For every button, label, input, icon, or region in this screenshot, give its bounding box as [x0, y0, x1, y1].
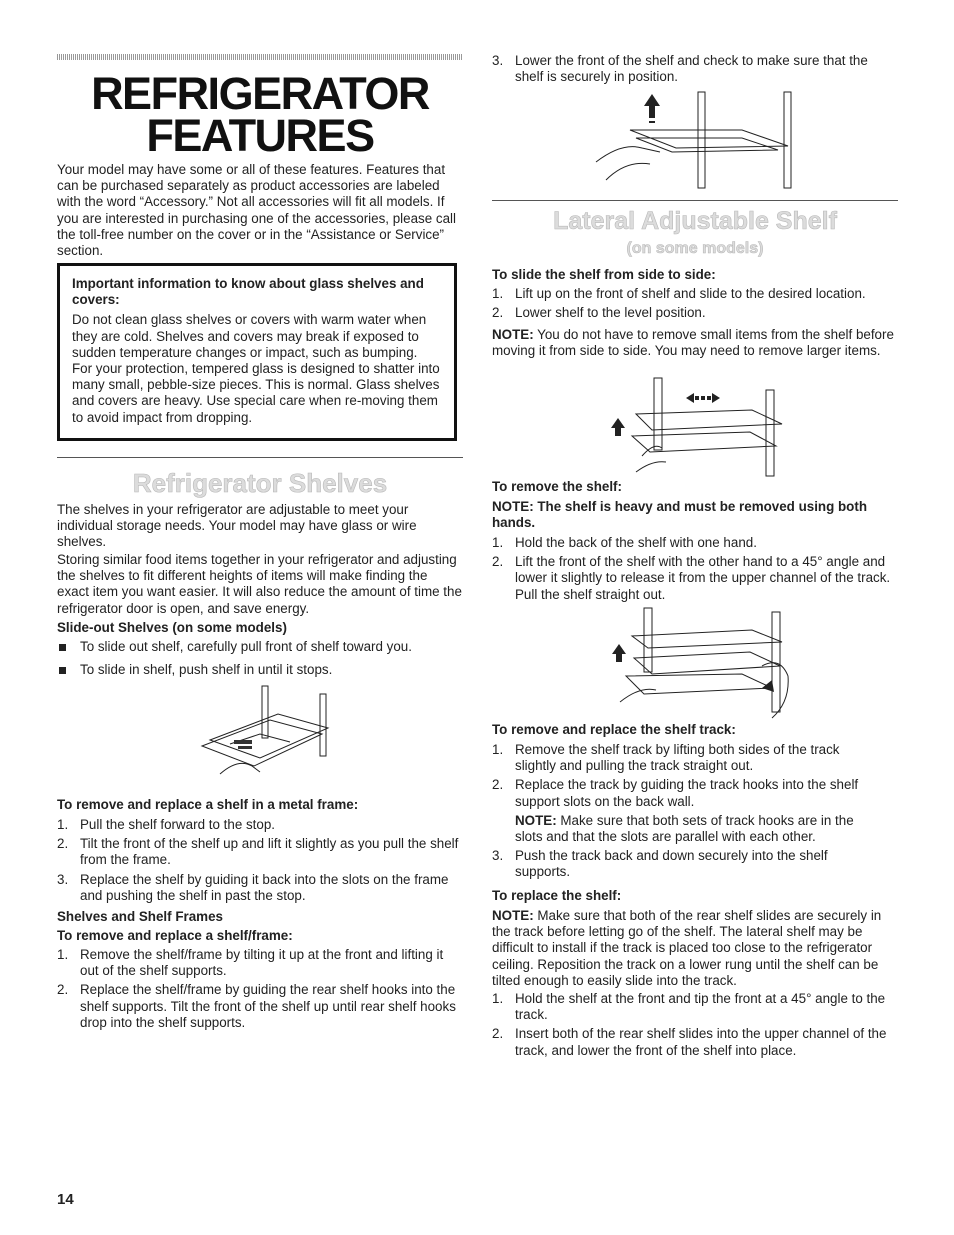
up-arrow-icon — [644, 94, 660, 118]
frames-heading: Shelves and Shelf Frames — [57, 909, 223, 924]
right-top-step — [492, 53, 898, 88]
frames-steps — [57, 947, 462, 1034]
bullet-item: To slide in shelf, push shelf in until it stops. — [57, 662, 462, 678]
section-divider — [492, 200, 898, 201]
list-item: 1. Hold the back of the shelf with one hand. — [492, 535, 757, 550]
list-item: 2. Tilt the front of the shelf up and lift it slightly as you pull the shelf from the frame. — [57, 836, 459, 868]
section-divider — [57, 457, 463, 458]
important-box-body: Do not clean glass shelves or covers with warm water when they are cold. Shelves and covers may break if exposed to sudden temperature changes or impact, such as bumping. For your protection, tempered glass is designed to shatter into many small, pebble-size pieces. This is normal. Glass shelves and covers are heavy. Use special care when re-moving them to avoid impact from dropping. — [72, 312, 440, 425]
list-item: 1. Remove the shelf/frame by tilting it up at the front and lifting it out of the shelf supports. — [57, 947, 444, 979]
remove-shelf-note: NOTE: The shelf is heavy and must be removed using both hands. — [492, 499, 868, 531]
list-item: 1. Remove the shelf track by lifting both sides of the track slightly and pulling the track straight out. — [492, 742, 840, 774]
list-item: 1. Pull the shelf forward to the stop. — [57, 817, 276, 832]
slideout-bullets — [57, 639, 462, 681]
bullet-square-icon — [59, 667, 66, 674]
replace-shelf-heading: To replace the shelf: — [492, 888, 622, 903]
page-title-line1: REFRIGERATOR — [91, 68, 429, 119]
list-item: 2. Insert both of the rear shelf slides into the upper channel of the track, and lower the front of the shelf into place. — [492, 1026, 887, 1058]
replace-shelf-note: NOTE: Make sure that both of the rear shelf slides are securely in the track before letting go of the shelf. The lateral shelf may be difficult to install if the track is placed too close to the refrigerator ceiling. Reposition the track on a lower rung until the shelf can be tilted enough to easily slide into the track. — [492, 908, 882, 988]
bullet-item: To slide out shelf, carefully pull front of shelf toward you. — [57, 639, 462, 655]
list-item: 3. Replace the shelf by guiding it back into the slots on the frame and pushing the shelf in past the stop. — [57, 871, 449, 903]
bullet-square-icon — [59, 644, 66, 651]
shelves-paragraph-2: Storing similar food items together in your refrigerator and adjusting the shelves to fit different heights of items will make finding the exact item you want easier. It will also reduce the amount of time the refrigerator door is open, and save energy. — [57, 552, 462, 616]
list-item: 1. Lift up on the front of shelf and slide to the desired location. — [492, 286, 866, 301]
list-item: 2. Lower shelf to the level position. — [492, 305, 706, 321]
refrigerator-shelves-heading: Refrigerator Shelves — [132, 468, 388, 498]
important-box-title: Important information to know about glass shelves and covers: — [72, 276, 424, 308]
page-title-line2: FEATURES — [146, 110, 374, 161]
page-number: 14 — [57, 1191, 74, 1208]
remove-shelf-illustration — [612, 606, 802, 722]
slide-steps — [492, 286, 898, 324]
slide-heading: To slide the shelf from side to side: — [492, 267, 716, 282]
lateral-slide-illustration — [612, 376, 792, 478]
intro-paragraph: Your model may have some or all of these features. Features that can be purchased separately as product accessories are labeled with the word “Accessory.” Not all accessories will fit all models. If you are interested in purchasing one of the accessories, please call the toll-free number on the cover or in the “Assistance or Service” section. — [57, 162, 456, 259]
list-item: 3. Push the track back and down securely into the shelf supports. — [492, 848, 828, 880]
remove-shelf-heading: To remove the shelf: — [492, 479, 622, 494]
track-note: NOTE: Make sure that both sets of track hooks are in the slots and that the slots are parallel with each other. — [515, 812, 854, 845]
slideout-shelf-illustration — [190, 684, 340, 784]
replace-shelf-steps — [492, 991, 898, 1062]
lower-shelf-illustration — [592, 90, 802, 192]
left-right-arrow-icon — [686, 393, 720, 403]
important-info-box — [57, 263, 457, 441]
track-steps — [492, 742, 872, 884]
title-decorative-rule — [57, 54, 463, 60]
track-heading: To remove and replace the shelf track: — [492, 722, 736, 737]
lateral-shelf-heading: Lateral Adjustable Shelf — [553, 207, 837, 235]
lateral-shelf-subheading: (on some models) — [626, 240, 764, 257]
up-arrow-icon — [612, 644, 626, 662]
curved-arrow-icon — [762, 680, 774, 692]
frames-subheading: To remove and replace a shelf/frame: — [57, 928, 293, 943]
metal-frame-steps — [57, 817, 462, 907]
slideout-heading: Slide-out Shelves (on some models) — [57, 620, 287, 635]
list-item: 1. Hold the shelf at the front and tip the front at a 45° angle to the track. — [492, 991, 886, 1023]
list-item: 2. Replace the track by guiding the track hooks into the shelf support slots on the back wall. — [492, 777, 859, 809]
list-item: 3. Lower the front of the shelf and check to make sure that the shelf is securely in position. — [492, 53, 868, 85]
remove-shelf-steps — [492, 535, 898, 606]
list-item: 2. Lift the front of the shelf with the other hand to a 45° angle and lower it slightly to release it from the upper channel of the track. Pull the shelf straight out. — [492, 554, 891, 602]
metal-frame-heading: To remove and replace a shelf in a metal frame: — [57, 797, 359, 812]
shelves-paragraph-1: The shelves in your refrigerator are adjustable to meet your individual storage needs. Your model may have glass or wire shelves. — [57, 502, 417, 550]
up-arrow-icon — [611, 418, 625, 436]
list-item: 2. Replace the shelf/frame by guiding the rear shelf hooks into the shelf supports. Tilt the front of the shelf up until rear shelf hooks drop into the shelf supports. — [57, 982, 456, 1030]
slide-note: NOTE: You do not have to remove small items from the shelf before moving it from side to side. You may need to remove larger items. — [492, 327, 894, 359]
